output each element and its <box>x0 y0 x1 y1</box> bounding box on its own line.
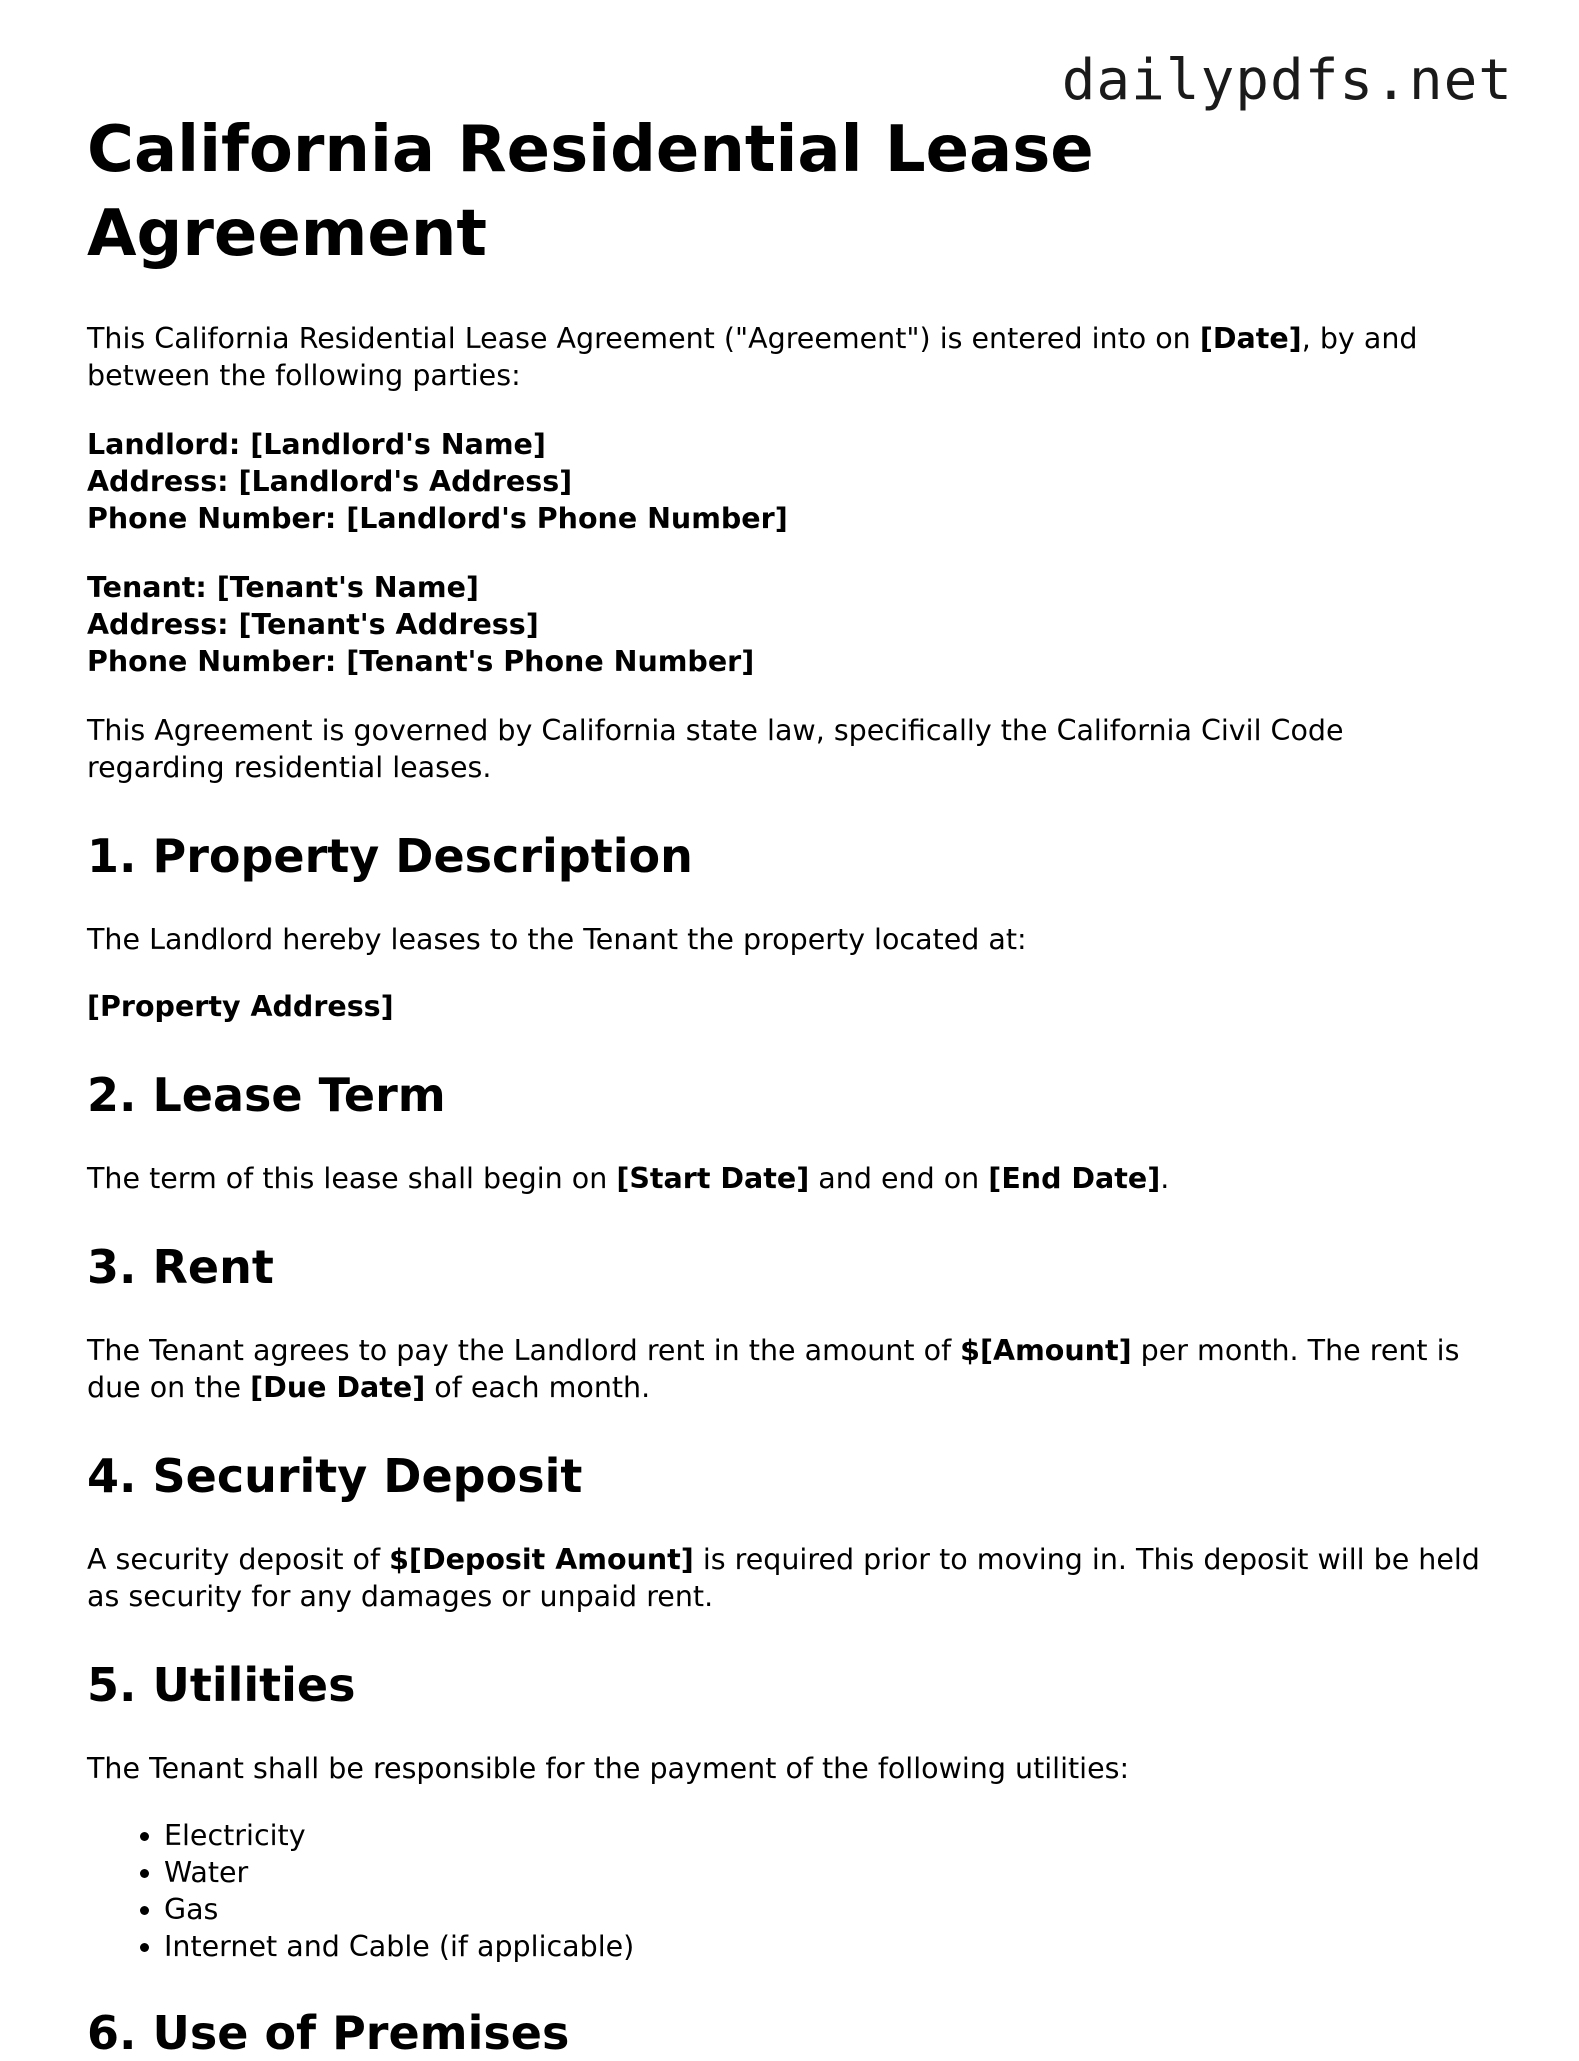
deposit-paragraph <box>87 1541 1487 1615</box>
section-heading-term: 2. Lease Term <box>87 1068 446 1122</box>
rent-text-2: per month. The rent is due on the <box>87 1334 1460 1404</box>
document-title: California Residential Lease Agreement <box>87 113 1094 271</box>
rent-due-date: [Due Date] <box>250 1371 426 1404</box>
property-address: [Property Address] <box>87 990 394 1023</box>
utilities-list-item: • Water <box>164 1854 1487 1891</box>
tenant-name: Tenant: [Tenant's Name] <box>87 571 479 604</box>
section-heading-rent: 3. Rent <box>87 1240 274 1294</box>
tenant-phone: Phone Number: [Tenant's Phone Number] <box>87 645 755 678</box>
rent-text-3: of each month. <box>425 1371 651 1404</box>
landlord-address: Address: [Landlord's Address] <box>87 465 573 498</box>
rent-paragraph <box>87 1332 1487 1406</box>
landlord-block <box>87 426 1487 537</box>
utilities-list-item: • Electricity <box>164 1817 1487 1854</box>
deposit-text-2: is required prior to moving in. This deposit will be held as security for any damages or unpaid rent. <box>87 1543 1480 1613</box>
deposit-text-1: A security deposit of <box>87 1543 390 1576</box>
utilities-list <box>87 1817 1487 1965</box>
term-text-3: . <box>1160 1162 1170 1195</box>
rent-text-1: The Tenant agrees to pay the Landlord rent in the amount of <box>87 1334 961 1367</box>
term-text-1: The term of this lease shall begin on <box>87 1162 617 1195</box>
landlord-name: Landlord: [Landlord's Name] <box>87 428 546 461</box>
utilities-paragraph: The Tenant shall be responsible for the payment of the following utilities: <box>87 1752 1130 1785</box>
tenant-address: Address: [Tenant's Address] <box>87 608 539 641</box>
utilities-list-item: • Gas <box>164 1891 1487 1928</box>
utilities-list-item: • Internet and Cable (if applicable) <box>164 1928 1487 1965</box>
tenant-block <box>87 569 1487 680</box>
rent-amount: $[Amount] <box>960 1334 1132 1367</box>
intro-paragraph <box>87 320 1487 394</box>
section-heading-premises: 6. Use of Premises <box>87 2006 570 2060</box>
section-heading-utilities: 5. Utilities <box>87 1658 356 1712</box>
landlord-phone: Phone Number: [Landlord's Phone Number] <box>87 502 788 535</box>
governed-paragraph: This Agreement is governed by California state law, specifically the California Civil Code regarding residential leases. <box>87 714 1344 784</box>
deposit-amount: $[Deposit Amount] <box>389 1543 694 1576</box>
term-end-date: [End Date] <box>988 1162 1161 1195</box>
intro-date: [Date] <box>1199 322 1302 355</box>
term-start-date: [Start Date] <box>616 1162 810 1195</box>
watermark: dailypdfs.net <box>1061 48 1513 113</box>
section-heading-property: 1. Property Description <box>87 829 693 883</box>
property-paragraph: The Landlord hereby leases to the Tenant the property located at: <box>87 923 1027 956</box>
document-content <box>87 108 1487 2061</box>
term-text-2: and end on <box>809 1162 989 1195</box>
intro-text-2: , by and between the following parties: <box>87 322 1418 392</box>
section-heading-deposit: 4. Security Deposit <box>87 1449 583 1503</box>
term-paragraph <box>87 1160 1487 1197</box>
intro-text-1: This California Residential Lease Agreement ("Agreement") is entered into on <box>87 322 1200 355</box>
